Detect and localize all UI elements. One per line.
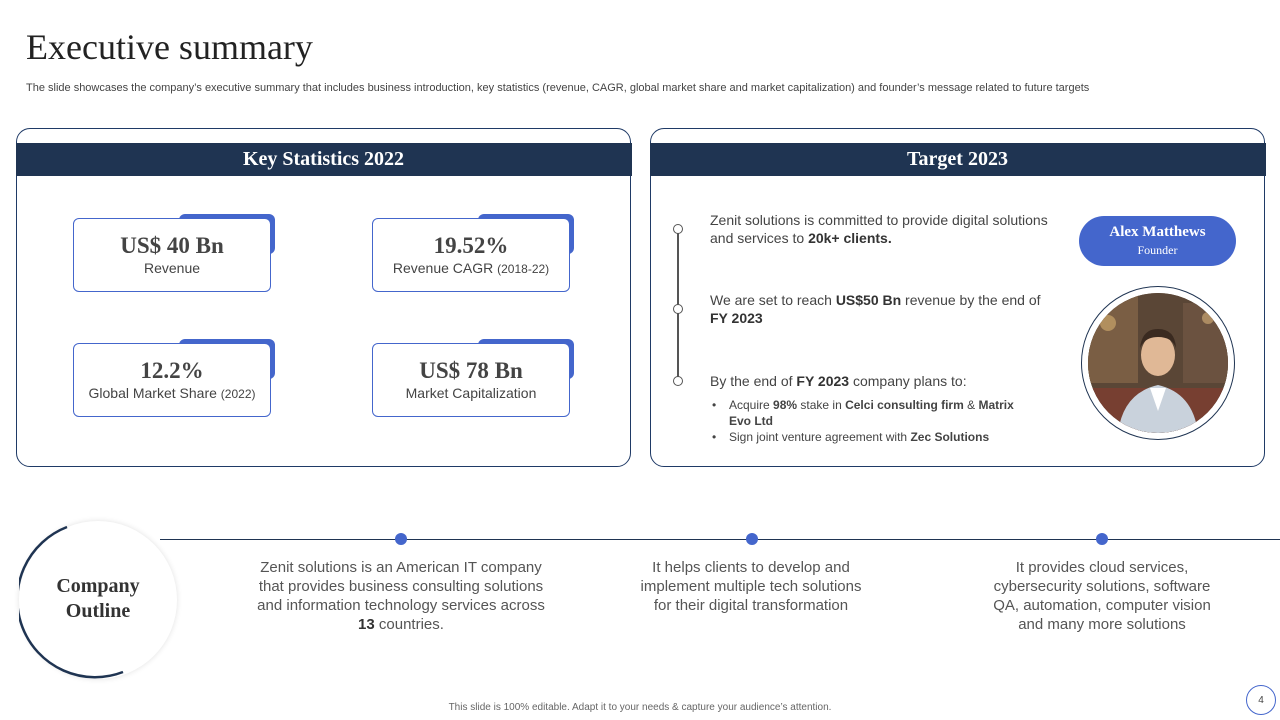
stat-label: Market Capitalization bbox=[405, 385, 537, 401]
stat-note: (2022) bbox=[220, 387, 256, 401]
stat-card-market-share bbox=[73, 343, 271, 417]
founder-badge bbox=[1079, 216, 1236, 266]
target-heading: Target 2023 bbox=[650, 143, 1266, 176]
stat-label: Revenue CAGR (2018-22) bbox=[392, 260, 550, 276]
key-statistics-heading: Key Statistics 2022 bbox=[16, 143, 632, 176]
target-point: By the end of FY 2023 company plans to: bbox=[710, 373, 967, 389]
founder-photo bbox=[1088, 293, 1228, 433]
timeline-dot bbox=[673, 304, 683, 314]
timeline-dot bbox=[673, 376, 683, 386]
timeline-dot bbox=[673, 224, 683, 234]
slide-title: Executive summary bbox=[26, 27, 313, 67]
outline-item: It helps clients to develop and implement multiple tech solutions for their digital transformation bbox=[640, 559, 862, 614]
stat-value: US$ 40 Bn bbox=[120, 233, 224, 258]
stat-card-market-cap bbox=[372, 343, 570, 417]
company-outline-label: Company Outline bbox=[56, 575, 140, 622]
outline-dot bbox=[395, 533, 407, 545]
stat-card-cagr bbox=[372, 218, 570, 292]
target-bullet: • Acquire 98% stake in Celci consulting firm & Matrix Evo Ltd bbox=[712, 397, 1032, 429]
founder-name: Alex Matthews bbox=[1109, 224, 1206, 240]
stat-value: 19.52% bbox=[433, 233, 509, 258]
outline-item: Zenit solutions is an American IT company that provides business consulting solutions and information technology services across 13 countries. bbox=[257, 559, 545, 633]
page-number: 4 bbox=[1246, 685, 1276, 715]
target-bullet: • Sign joint venture agreement with Zec Solutions bbox=[712, 429, 1032, 445]
stat-card-revenue bbox=[73, 218, 271, 292]
outline-item: It provides cloud services, cybersecurity solutions, software QA, automation, computer vision and many more solutions bbox=[993, 559, 1211, 633]
stat-value: US$ 78 Bn bbox=[419, 358, 523, 383]
target-point: We are set to reach US$50 Bn revenue by the end of FY 2023 bbox=[710, 292, 1041, 326]
stat-label: Revenue bbox=[143, 260, 201, 276]
founder-role: Founder bbox=[1137, 243, 1178, 257]
target-bullets bbox=[712, 397, 1032, 445]
slide-subtitle: The slide showcases the company’s executive summary that includes business introduction, key statistics (revenue, CAGR, global market share and market capitalization) and founder’s message related to future targets bbox=[26, 82, 1090, 94]
stat-label: Global Market Share (2022) bbox=[88, 385, 256, 401]
target-point: Zenit solutions is committed to provide digital solutions and services to 20k+ clients. bbox=[710, 212, 1048, 246]
outline-dot bbox=[1096, 533, 1108, 545]
stat-note: (2018-22) bbox=[497, 262, 550, 276]
footer-note: This slide is 100% editable. Adapt it to your needs & capture your audience’s attention. bbox=[448, 702, 832, 713]
stat-value: 12.2% bbox=[140, 358, 204, 383]
outline-dot bbox=[746, 533, 758, 545]
outline-line bbox=[160, 539, 1280, 540]
